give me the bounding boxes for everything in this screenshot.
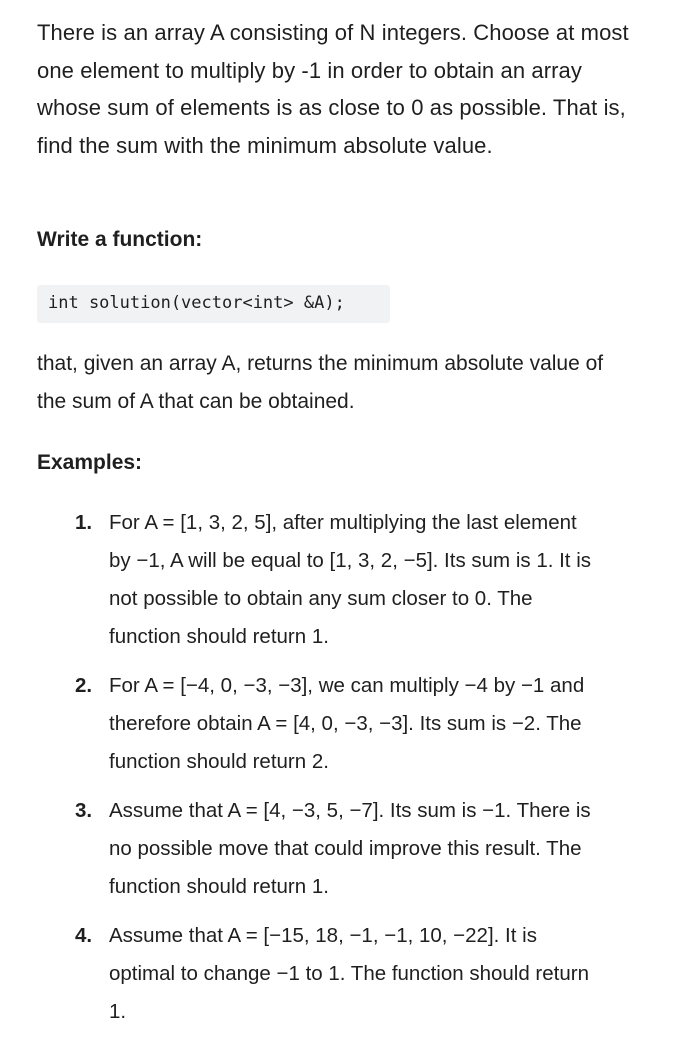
write-function-heading: Write a function: [37, 228, 203, 251]
function-signature: int solution(vector<int> &A); [48, 293, 345, 313]
list-item [75, 917, 595, 1031]
code-block [37, 285, 390, 323]
list-item [75, 504, 595, 656]
example-text: Assume that A = [−15, 18, −1, −1, 10, −22]. It is optimal to change −1 to 1. The function should return 1. [109, 924, 589, 1023]
example-text: For A = [−4, 0, −3, −3], we can multiply −4 by −1 and therefore obtain A = [4, 0, −3, −3]. Its sum is −2. The function should return 2. [109, 674, 585, 773]
function-description: that, given an array A, returns the minimum absolute value of the sum of A that can be obtained. [37, 352, 604, 413]
example-number: 4. [75, 924, 93, 947]
problem-intro: There is an array A consisting of N integers. Choose at most one element to multiply by -1 in order to obtain an array whose sum of elements is as close to 0 as possible. That is, find the sum with the minimum absolute value. [37, 20, 629, 158]
example-number: 2. [75, 674, 93, 697]
example-text: Assume that A = [4, −3, 5, −7]. Its sum is −1. There is no possible move that could improve this result. The function should return 1. [109, 799, 591, 898]
example-number: 1. [75, 511, 93, 534]
problem-statement [37, 14, 637, 1023]
example-text: For A = [1, 3, 2, 5], after multiplying the last element by −1, A will be equal to [1, 3, 2, −5]. Its sum is 1. It is not possible to obtain any sum closer to 0. The function should return 1. [109, 511, 592, 648]
examples-heading: Examples: [37, 451, 143, 474]
example-number: 3. [75, 799, 93, 822]
list-item [75, 792, 595, 906]
examples-list [75, 504, 595, 1042]
list-item [75, 667, 595, 781]
